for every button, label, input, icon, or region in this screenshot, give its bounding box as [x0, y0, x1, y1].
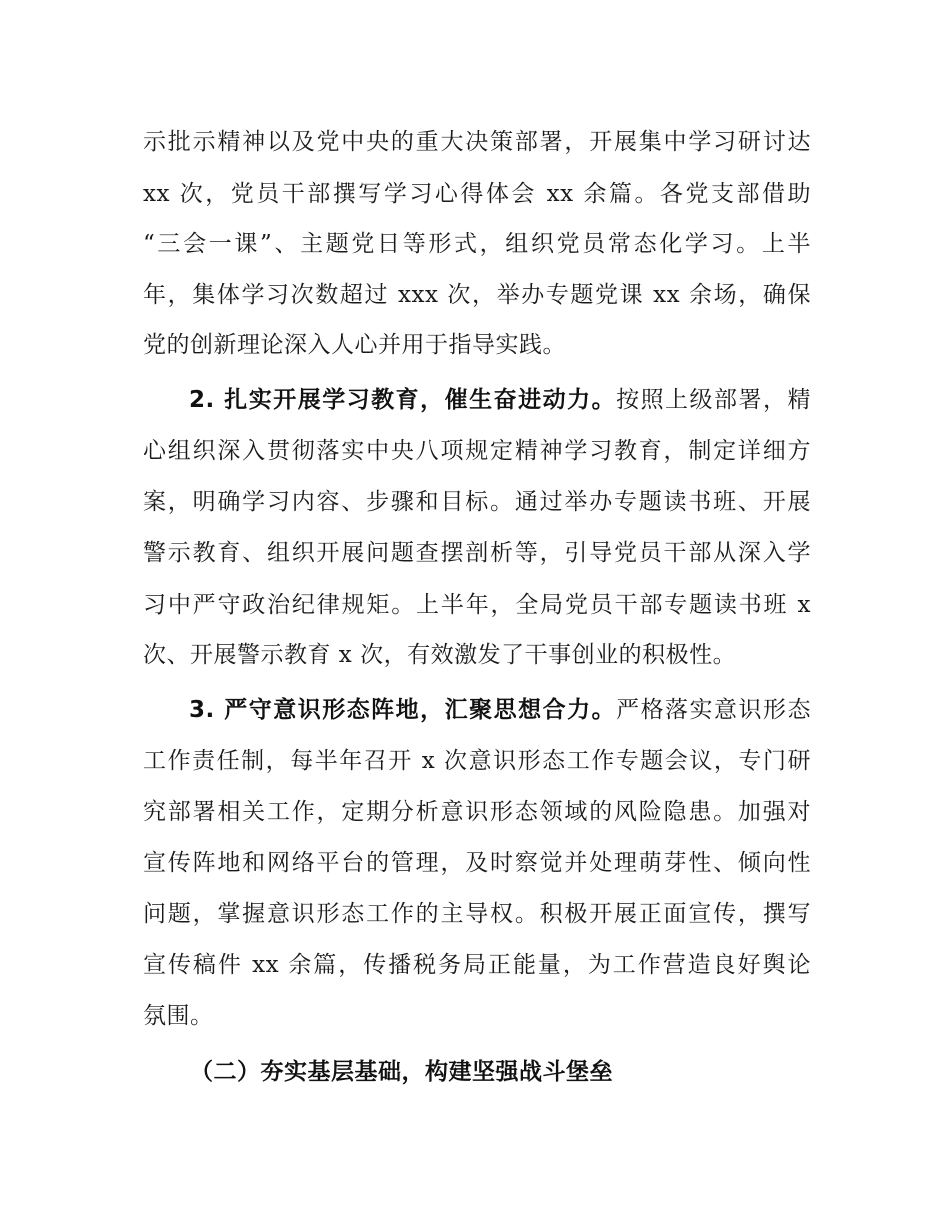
paragraph-3-first-rest: 严格落实意识形态	[616, 697, 812, 723]
paragraph-1-line-5: 党的创新理论深入人心并用于指导实践。	[143, 332, 566, 358]
paragraph-3-line-7: 氛围。	[143, 1003, 214, 1029]
paragraph-1-line-1: 示批示精神以及党中央的重大决策部署，开展集中学习研讨达	[143, 129, 811, 155]
paragraph-3-line-4: 宣传阵地和网络平台的管理，及时察觉并处理萌芽性、倾向性	[143, 850, 811, 876]
paragraph-1-line-2: xx 次，党员干部撰写学习心得体会 xx 余篇。各党支部借助	[143, 181, 811, 207]
paragraph-3-line-2: 工作责任制，每半年召开 x 次意识形态工作专题会议，专门研	[143, 748, 811, 774]
paragraph-3-lead: 3. 严守意识形态阵地，汇聚思想合力。	[189, 697, 617, 723]
paragraph-2-line-6: 次、开展警示教育 x 次，有效激发了干事创业的积极性。	[143, 642, 737, 668]
section-heading: （二）夯实基层基础，构建坚强战斗堡垒	[190, 1059, 613, 1085]
paragraph-1-line-3: “三会一课”、主题党日等形式，组织党员常态化学习。上半	[143, 231, 811, 257]
paragraph-2-line-1	[189, 385, 811, 415]
paragraph-2-line-4: 警示教育、组织开展问题查摆剖析等，引导党员干部从深入学	[143, 540, 811, 566]
paragraph-3-line-6: 宣传稿件 xx 余篇，传播税务局正能量，为工作营造良好舆论	[143, 952, 811, 978]
paragraph-3-line-3: 究部署相关工作，定期分析意识形态领域的风险隐患。加强对	[143, 799, 811, 825]
paragraph-2-line-2: 心组织深入贯彻落实中央八项规定精神学习教育，制定详细方	[143, 438, 811, 464]
paragraph-3-line-5: 问题，掌握意识形态工作的主导权。积极开展正面宣传，撰写	[143, 901, 811, 927]
paragraph-3-line-1	[189, 695, 811, 725]
paragraph-2-line-3: 案，明确学习内容、步骤和目标。通过举办专题读书班、开展	[143, 489, 811, 515]
paragraph-2-line-5: 习中严守政治纪律规矩。上半年，全局党员干部专题读书班 x	[143, 592, 811, 618]
paragraph-1-line-4: 年，集体学习次数超过 xxx 次，举办专题党课 xx 余场，确保	[143, 282, 811, 308]
paragraph-2-lead: 2. 扎实开展学习教育，催生奋进动力。	[189, 387, 617, 413]
paragraph-2-first-rest: 按照上级部署，精	[616, 387, 812, 413]
